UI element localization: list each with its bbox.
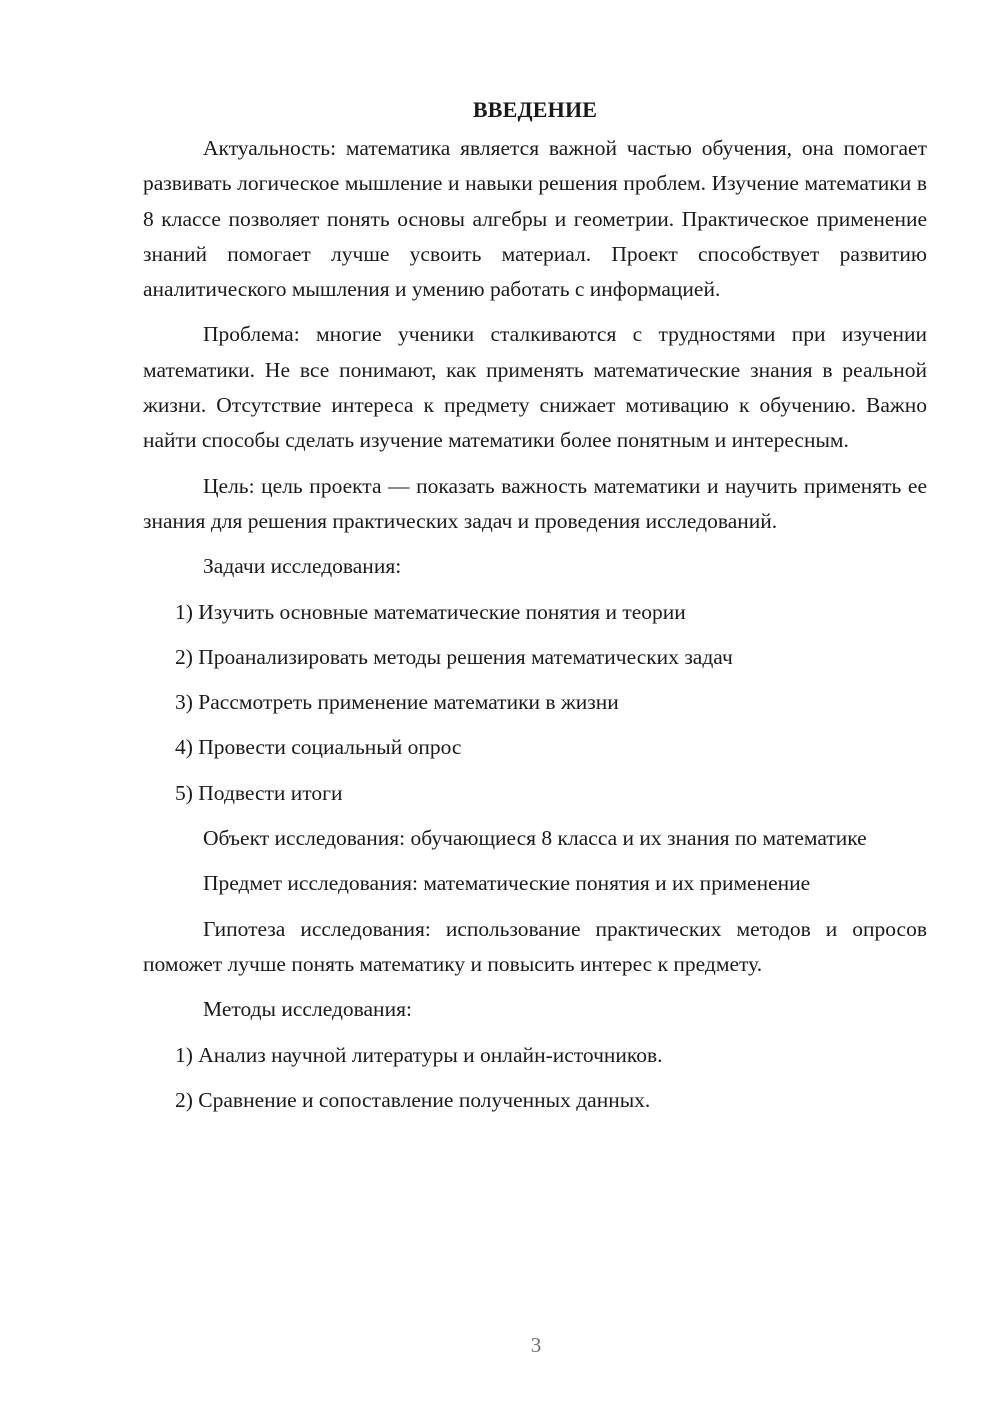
relevance-paragraph: Актуальность: математика является важной частью обучения, она помогает развивать логическое мышление и навыки решения проблем. Изучение математики в 8 классе позволяет понять основы алгебры и геометрии. Практическое применение знаний помогает лучше усвоить материал. Проект способствует развитию аналитического мышления и умению работать с информацией. <box>143 136 927 302</box>
object-paragraph: Объект исследования: обучающиеся 8 класса и их знания по математике <box>203 826 867 851</box>
methods-list <box>143 1038 927 1119</box>
list-item: 1) Изучить основные математические понятия и теории <box>175 599 686 624</box>
tasks-title: Задачи исследования: <box>203 554 402 579</box>
methods-title: Методы исследования: <box>203 997 412 1022</box>
list-item: 2) Сравнение и сопоставление полученных данных. <box>175 1087 651 1112</box>
page-number: 3 <box>530 1333 542 1357</box>
document-page <box>143 92 927 1128</box>
page-title: ВВЕДЕНИЕ <box>472 97 598 122</box>
tasks-list <box>143 595 927 811</box>
subject-paragraph: Предмет исследования: математические понятия и их применение <box>203 871 811 896</box>
goal-paragraph: Цель: цель проекта — показать важность математики и научить применять ее знания для решения практических задач и проведения исследований. <box>143 473 927 533</box>
list-item: 5) Подвести итоги <box>175 780 343 805</box>
problem-paragraph: Проблема: многие ученики сталкиваются с трудностями при изучении математики. Не все понимают, как применять математические знания в реальной жизни. Отсутствие интереса к предмету снижает мотивацию к обучению. Важно найти способы сделать изучение математики более понятным и интересным. <box>143 322 927 453</box>
list-item: 4) Провести социальный опрос <box>175 735 462 760</box>
list-item: 2) Проанализировать методы решения математических задач <box>175 644 733 669</box>
list-item: 1) Анализ научной литературы и онлайн-источников. <box>175 1042 663 1067</box>
hypothesis-paragraph: Гипотеза исследования: использование практических методов и опросов поможет лучше понять математику и повысить интерес к предмету. <box>143 916 927 976</box>
list-item: 3) Рассмотреть применение математики в жизни <box>175 690 619 715</box>
